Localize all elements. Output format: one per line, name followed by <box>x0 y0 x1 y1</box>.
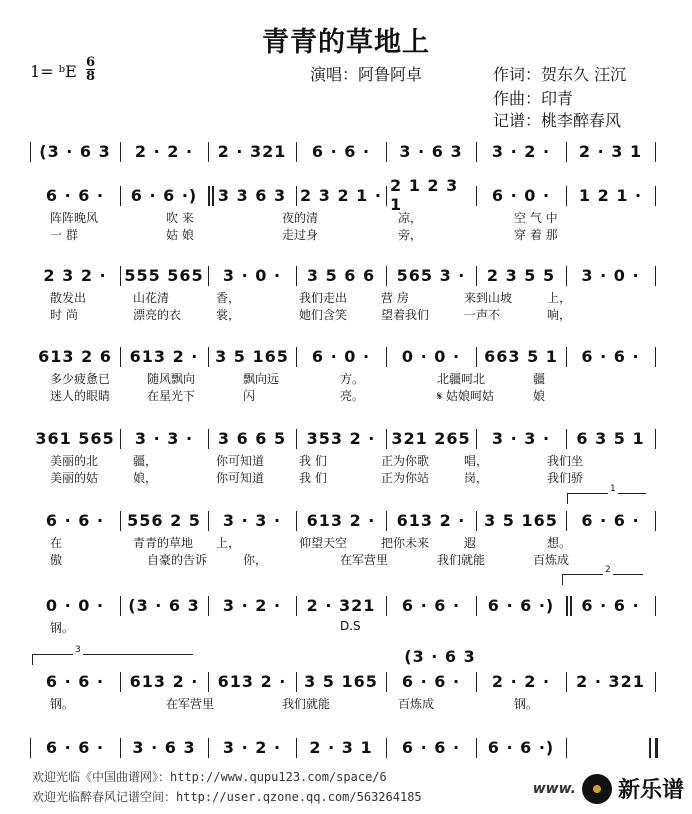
lyric-line-1 <box>30 209 655 225</box>
lyric-word: 北疆呵北 <box>437 372 486 386</box>
bar-line <box>476 738 477 758</box>
bar-line <box>296 142 297 162</box>
lyric-word: 我 们 <box>299 454 327 468</box>
bar-line <box>296 186 297 206</box>
lyric-word: 吹 来 <box>166 211 194 225</box>
bar-line <box>386 142 387 162</box>
lyric-word: 响， <box>547 308 572 322</box>
measure: 565 3 · <box>396 265 466 285</box>
bar-line <box>296 347 297 367</box>
measure: 2 3 2 · <box>43 265 107 285</box>
measure: 555 565 <box>124 265 204 285</box>
lyric-word: 岗， <box>464 471 489 485</box>
logo-www: www. <box>532 780 576 797</box>
bar-line <box>476 186 477 206</box>
measure: 321 265 <box>391 428 471 448</box>
bar-line <box>120 738 121 758</box>
measure: 1 2 1 · <box>578 185 643 205</box>
bar-line <box>120 672 121 692</box>
bar-line <box>120 266 121 286</box>
lyric-word: 仰望天空 <box>299 536 348 550</box>
lyric-word: D.S <box>340 619 361 633</box>
lyric-word: 百炼成 <box>533 553 570 567</box>
bar-line <box>120 186 121 206</box>
lyric-word: 来到山坡 <box>464 291 513 305</box>
measure: 613 2 · <box>396 510 466 530</box>
notation-row <box>30 345 655 367</box>
bar-line <box>655 186 656 206</box>
lyric-word: 疆， <box>133 454 158 468</box>
volta-3: 3 <box>32 654 193 665</box>
singer: 演唱：阿鲁阿卓 <box>310 65 423 84</box>
lyric-word: 上， <box>547 291 572 305</box>
bar-line <box>655 738 658 758</box>
bar-line <box>120 142 121 162</box>
lyric-word: 夜的清 <box>282 211 319 225</box>
bar-line <box>386 266 387 286</box>
bar-line <box>386 186 387 206</box>
bar-line <box>655 511 656 531</box>
bar-line <box>296 429 297 449</box>
lyric-word: 闪 <box>243 389 256 403</box>
bar-line <box>208 266 209 286</box>
bar-line <box>566 429 567 449</box>
measure: 663 5 1 <box>484 346 558 366</box>
measure: 6 · 6 · <box>45 737 105 757</box>
notation-row <box>30 264 655 286</box>
lyric-word: 一 群 <box>50 228 78 242</box>
lyric-word: 阵阵晚风 <box>50 211 99 225</box>
lyric-word: 𝄋 姑娘呵姑 <box>437 389 494 403</box>
lyricist: 作词：贺东久 汪沉 <box>493 65 627 84</box>
lyric-word: 正为你站 <box>381 471 430 485</box>
lyric-line-2 <box>30 226 655 242</box>
lyric-word: 多少疲惫已 <box>50 372 111 386</box>
bar-line <box>386 672 387 692</box>
lyric-word: 你可知道 <box>216 471 265 485</box>
lyric-word: 我们就能 <box>282 697 331 711</box>
measure: 6 · 6 · <box>581 346 640 366</box>
bar-line <box>566 738 567 758</box>
lyric-word: 我们坐 <box>547 454 584 468</box>
lyric-word: 钢。 <box>50 697 75 711</box>
measure: 0 · 0 · <box>401 346 461 366</box>
lyric-word: 傲 <box>50 553 63 567</box>
measure: 353 2 · <box>306 428 376 448</box>
measure: 2 3 5 5 <box>486 265 556 285</box>
time-denominator: 8 <box>86 69 96 84</box>
measure: 6 · 6 · <box>45 510 105 530</box>
bar-line <box>208 672 209 692</box>
notation-row <box>30 509 655 531</box>
bar-line <box>386 511 387 531</box>
bar-line <box>296 672 297 692</box>
volta-1: 1 <box>567 493 646 504</box>
measure: 6 · 6 · <box>401 737 461 757</box>
lyric-line-1 <box>30 370 655 386</box>
lyric-word: 我们就能 <box>437 553 486 567</box>
lyric-word: 把你未来 <box>381 536 430 550</box>
bar-line <box>655 596 656 616</box>
time-numerator: 6 <box>86 55 96 70</box>
lyric-word: 我 们 <box>299 471 327 485</box>
lyric-word: 空 气 中 <box>514 211 558 225</box>
bar-line <box>208 738 209 758</box>
lyric-word: 百炼成 <box>398 697 435 711</box>
lyric-line-2 <box>30 551 655 567</box>
lyric-word: 我们走出 <box>299 291 348 305</box>
measure: 3 · 2 · <box>222 737 282 757</box>
lyric-word: 旁， <box>398 228 423 242</box>
lyric-word: 在 <box>50 536 63 550</box>
lyric-word: 疆 <box>533 372 546 386</box>
bar-line <box>208 596 209 616</box>
measure: 6 3 5 1 <box>576 428 645 448</box>
bar-line <box>30 738 31 758</box>
measure: 6 · 6 · <box>581 595 640 615</box>
measure: 613 2 · <box>306 510 376 530</box>
bar-line <box>120 429 121 449</box>
bar-line <box>208 429 209 449</box>
lyric-word: 飘向远 <box>243 372 280 386</box>
measure: 6 · 6 · <box>581 510 640 530</box>
measure: 3 5 165 <box>304 671 378 691</box>
bar-line <box>386 429 387 449</box>
lyric-line-1 <box>30 695 655 711</box>
measure: 3 · 6 3 <box>132 737 196 757</box>
bar-line <box>386 347 387 367</box>
composer: 作曲：印青 <box>493 89 574 108</box>
lyric-word: 迷人的眼睛 <box>50 389 111 403</box>
lyric-word: 我们骄 <box>547 471 584 485</box>
bar-line <box>566 596 568 616</box>
bar-line <box>476 429 477 449</box>
bar-line <box>566 142 567 162</box>
measure: 2 1 2 3 1 <box>390 176 459 214</box>
bar-line <box>566 186 567 206</box>
lyric-word: 姑 娘 <box>166 228 194 242</box>
bar-line <box>566 266 567 286</box>
lyric-line-1 <box>30 289 655 305</box>
notation-row <box>30 646 655 692</box>
bar-line <box>208 347 209 367</box>
measure: 6 · 6 · <box>401 671 461 691</box>
lyric-word: 在星光下 <box>147 389 196 403</box>
bar-line <box>296 511 297 531</box>
lyric-word: 她们含笑 <box>299 308 348 322</box>
lyric-word: 自豪的告诉 <box>147 553 208 567</box>
measure: 6 · 0 · <box>311 346 371 366</box>
lyric-word: 青青的草地 <box>133 536 194 550</box>
measure: 2 · 2 · <box>491 671 551 691</box>
measure: 613 2 · <box>217 671 287 691</box>
lyric-word: 美丽的北 <box>50 454 99 468</box>
bar-line <box>386 596 387 616</box>
measure: 3 · 3 · <box>222 510 282 530</box>
bar-line <box>296 738 297 758</box>
lyric-word: 想。 <box>547 536 572 550</box>
bar-line <box>120 347 121 367</box>
notation-row <box>30 594 655 616</box>
lyric-line-2 <box>30 306 655 322</box>
bar-line <box>655 142 656 162</box>
bar-line <box>476 511 477 531</box>
measure: 3 · 2 · <box>222 595 282 615</box>
transcriber: 记谱：桃李醉春风 <box>493 111 622 130</box>
measure: 556 2 5 <box>127 510 201 530</box>
measure: 3 5 6 6 <box>306 265 376 285</box>
measure: 2 · 3 1 <box>578 141 643 161</box>
lyric-line-1 <box>30 619 655 635</box>
lyric-word: 走过身 <box>282 228 319 242</box>
measure: (3 · 6 3 <box>39 141 111 161</box>
measure: 6 · 6 ·) <box>130 185 198 205</box>
lyric-word: 娘 <box>533 389 546 403</box>
measure: 6 · 6 · <box>45 671 105 691</box>
footer-line-1: 欢迎光临《中国曲谱网》：http://www.qupu123.com/space/6 <box>32 770 387 784</box>
lyric-word: 营 房 <box>381 291 409 305</box>
measure: 3 · 0 · <box>222 265 282 285</box>
notation-row <box>30 176 655 214</box>
notation-row <box>30 140 655 162</box>
measure: 2 3 2 1 · <box>300 185 382 205</box>
lyric-word: 随风飘向 <box>147 372 196 386</box>
lyric-word: 美丽的姑 <box>50 471 99 485</box>
bar-line <box>476 142 477 162</box>
measure: 361 565 <box>35 428 115 448</box>
lyric-word: 在军营里 <box>166 697 215 711</box>
measure: 6 · 6 · <box>45 185 105 205</box>
measure: 6 · 6 · <box>311 141 371 161</box>
measure: 3 5 165 <box>215 346 289 366</box>
lyric-line-2 <box>30 387 655 403</box>
measure: (3 · 6 3 <box>128 595 200 615</box>
measure: 2 · 3 1 <box>309 737 373 757</box>
measure: 3 · 0 · <box>581 265 640 285</box>
bar-line <box>655 347 656 367</box>
lyric-word: 你， <box>243 553 268 567</box>
bar-line <box>208 142 209 162</box>
measure: 613 2 6 <box>38 346 112 366</box>
measure: 3 · 3 · <box>491 428 551 448</box>
bar-line <box>566 511 567 531</box>
bar-line <box>30 142 31 162</box>
site-logo <box>533 773 684 804</box>
measure: 6 · 6 · <box>401 595 461 615</box>
key-signature: 1= ᵇE <box>30 62 77 81</box>
lyric-line-2 <box>30 469 655 485</box>
bar-line <box>208 186 210 206</box>
measure: 6 · 0 · <box>491 185 551 205</box>
measure: 613 2 · <box>129 346 199 366</box>
bar-line <box>655 429 656 449</box>
lyric-line-1 <box>30 452 655 468</box>
bar-line <box>386 738 387 758</box>
lyric-word: 裳， <box>216 308 241 322</box>
notation-row <box>30 427 655 449</box>
bar-line <box>476 672 477 692</box>
measure: 2 · 2 · <box>134 141 194 161</box>
measure: 3 · 6 3 <box>399 141 463 161</box>
measure: 3 6 6 5 <box>217 428 287 448</box>
measure: 2 · 321 <box>217 141 287 161</box>
measure: 3 · 2 · <box>491 141 551 161</box>
lyric-word: 钢。 <box>514 697 539 711</box>
lyric-word: 遐 <box>464 536 477 550</box>
measure: 3 3 6 3 <box>217 185 287 205</box>
measure: 3 5 165 <box>484 510 558 530</box>
bar-line <box>208 511 209 531</box>
bar-line <box>120 596 121 616</box>
lyric-word: 山花清 <box>133 291 170 305</box>
bar-line <box>476 347 477 367</box>
lyric-word: 望着我们 <box>381 308 430 322</box>
lyric-word: 娘， <box>133 471 158 485</box>
lyric-word: 香， <box>216 291 241 305</box>
measure: 3 · 3 · <box>134 428 194 448</box>
lyric-word: 正为你歌 <box>381 454 430 468</box>
measure: 2 · 321 <box>306 595 376 615</box>
bar-line <box>296 596 297 616</box>
lyric-word: 在军营里 <box>340 553 389 567</box>
lyric-word: 漂亮的衣 <box>133 308 182 322</box>
measure: 6 · 6 ·) <box>487 595 555 615</box>
lyric-word: 亮。 <box>340 389 365 403</box>
lyric-word: 你可知道 <box>216 454 265 468</box>
measure: 0 · 0 · <box>45 595 105 615</box>
bar-line <box>476 596 477 616</box>
lyric-word: 时 尚 <box>50 308 78 322</box>
time-signature <box>86 56 95 83</box>
bar-line <box>655 672 656 692</box>
record-disc-icon <box>582 774 612 804</box>
notation-row <box>30 736 655 758</box>
lyric-line-1 <box>30 534 655 550</box>
lyric-word: 凉， <box>398 211 423 225</box>
logo-text: 新乐谱 <box>617 778 684 803</box>
lyric-word: 唱， <box>464 454 489 468</box>
lyric-word: 上， <box>216 536 241 550</box>
lyric-word: 散发出 <box>50 291 87 305</box>
lyric-word: 穿 着 那 <box>514 228 558 242</box>
bar-line <box>655 266 656 286</box>
song-title: 青青的草地上 <box>262 27 430 58</box>
bar-line <box>566 347 567 367</box>
measure: 613 2 · <box>129 671 199 691</box>
bar-line <box>296 266 297 286</box>
bar-line <box>566 672 567 692</box>
measure: 2 · 321 <box>576 671 645 691</box>
volta-2: 2 <box>562 574 643 585</box>
measure: 6 · 6 ·) <box>487 737 555 757</box>
lyric-word: 一声不 <box>464 308 501 322</box>
pickup-measure: (3 · 6 3 <box>404 646 476 666</box>
footer-line-2: 欢迎光临醉春风记谱空间：http://user.qzone.qq.com/563264185 <box>32 790 422 804</box>
bar-line <box>476 266 477 286</box>
bar-line <box>120 511 121 531</box>
lyric-word: 钢。 <box>50 621 75 635</box>
lyric-word: 方。 <box>340 372 365 386</box>
